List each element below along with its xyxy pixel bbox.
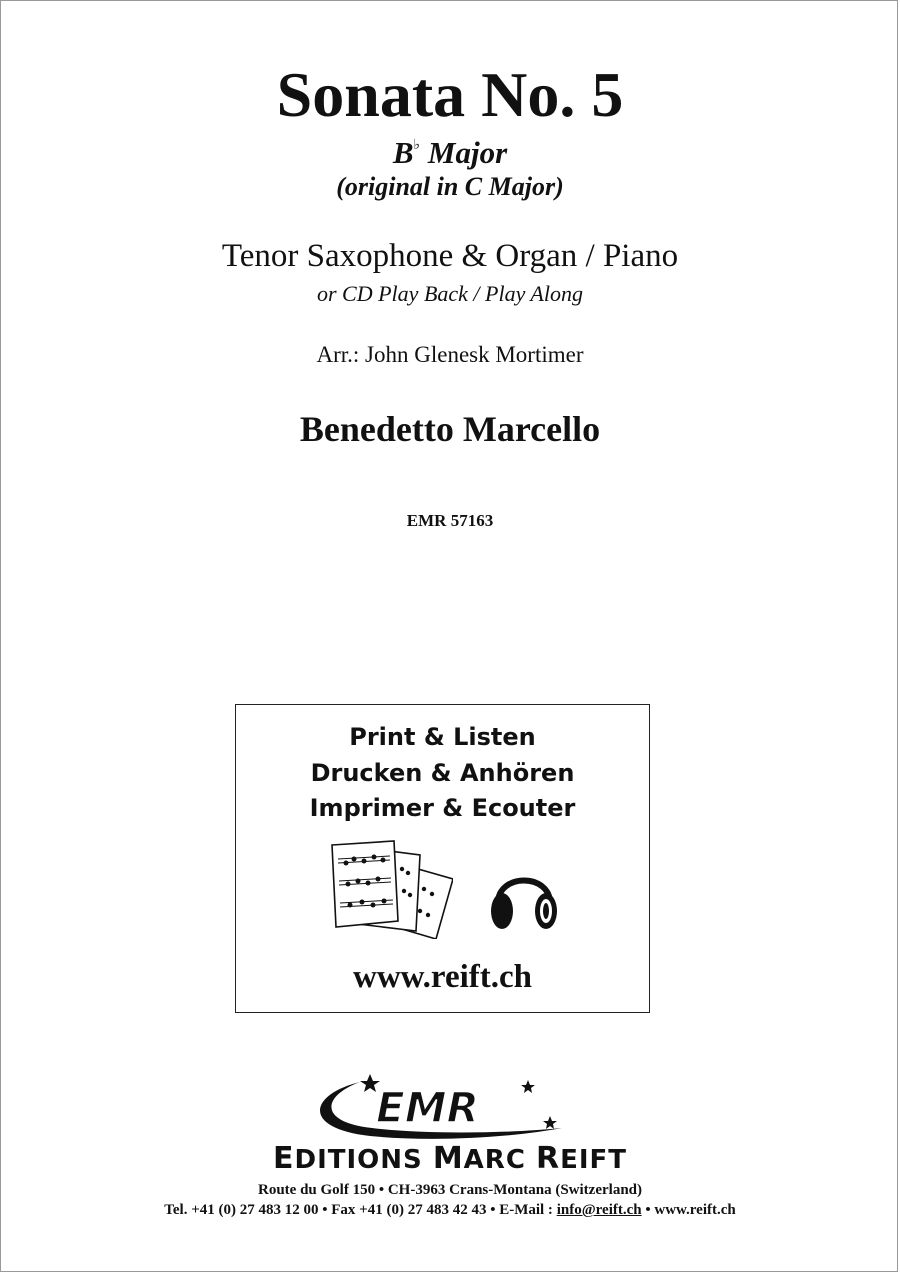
promo-line-german: Drucken & Anhören (310, 759, 575, 787)
headphones-icon (488, 859, 560, 935)
emr-logo-text: EMR (376, 1083, 479, 1132)
promo-line-english: Print & Listen (349, 723, 536, 751)
publisher-name-part-eift: EIFT (560, 1145, 627, 1175)
key-signature (0, 135, 900, 171)
email-link[interactable]: info@reift.ch (556, 1202, 642, 1218)
contact-phone-fax: Tel. +41 (0) 27 483 12 00 • Fax +41 (0) 27 483 42 43 • E-Mail : (164, 1202, 557, 1218)
publisher-name (0, 1141, 900, 1176)
promo-url[interactable]: www.reift.ch (352, 959, 533, 995)
publisher-name-initial-r: R (535, 1141, 561, 1176)
key-note: B (392, 135, 414, 170)
publisher-name-part-ditions: DITIONS (294, 1145, 433, 1175)
publisher-contact (0, 1202, 900, 1219)
sheet-music-icon (328, 839, 453, 939)
composer: Benedetto Marcello (299, 409, 601, 449)
instrumentation: Tenor Saxophone & Organ / Piano (221, 238, 679, 274)
playback-note: or CD Play Back / Play Along (317, 281, 583, 306)
publisher-name-initial-e: E (273, 1141, 295, 1176)
catalog-number: EMR 57163 (406, 511, 494, 530)
publisher-name-initial-m: M (432, 1141, 464, 1176)
publisher-address: Route du Golf 150 • CH-3963 Crans-Montana (Switzerland) (258, 1182, 642, 1198)
emr-logo (300, 1072, 572, 1144)
original-key: (original in C Major) (336, 172, 564, 201)
contact-website: • www.reift.ch (641, 1202, 736, 1218)
print-listen-box (235, 704, 650, 1013)
page-title: Sonata No. 5 (276, 59, 624, 130)
promo-line-french: Imprimer & Ecouter (309, 794, 576, 822)
key-mode: Major (427, 135, 508, 170)
flat-sign: ♭ (413, 138, 421, 153)
publisher-name-part-arc: ARC (463, 1145, 536, 1175)
arranger: Arr.: John Glenesk Mortimer (316, 342, 584, 367)
